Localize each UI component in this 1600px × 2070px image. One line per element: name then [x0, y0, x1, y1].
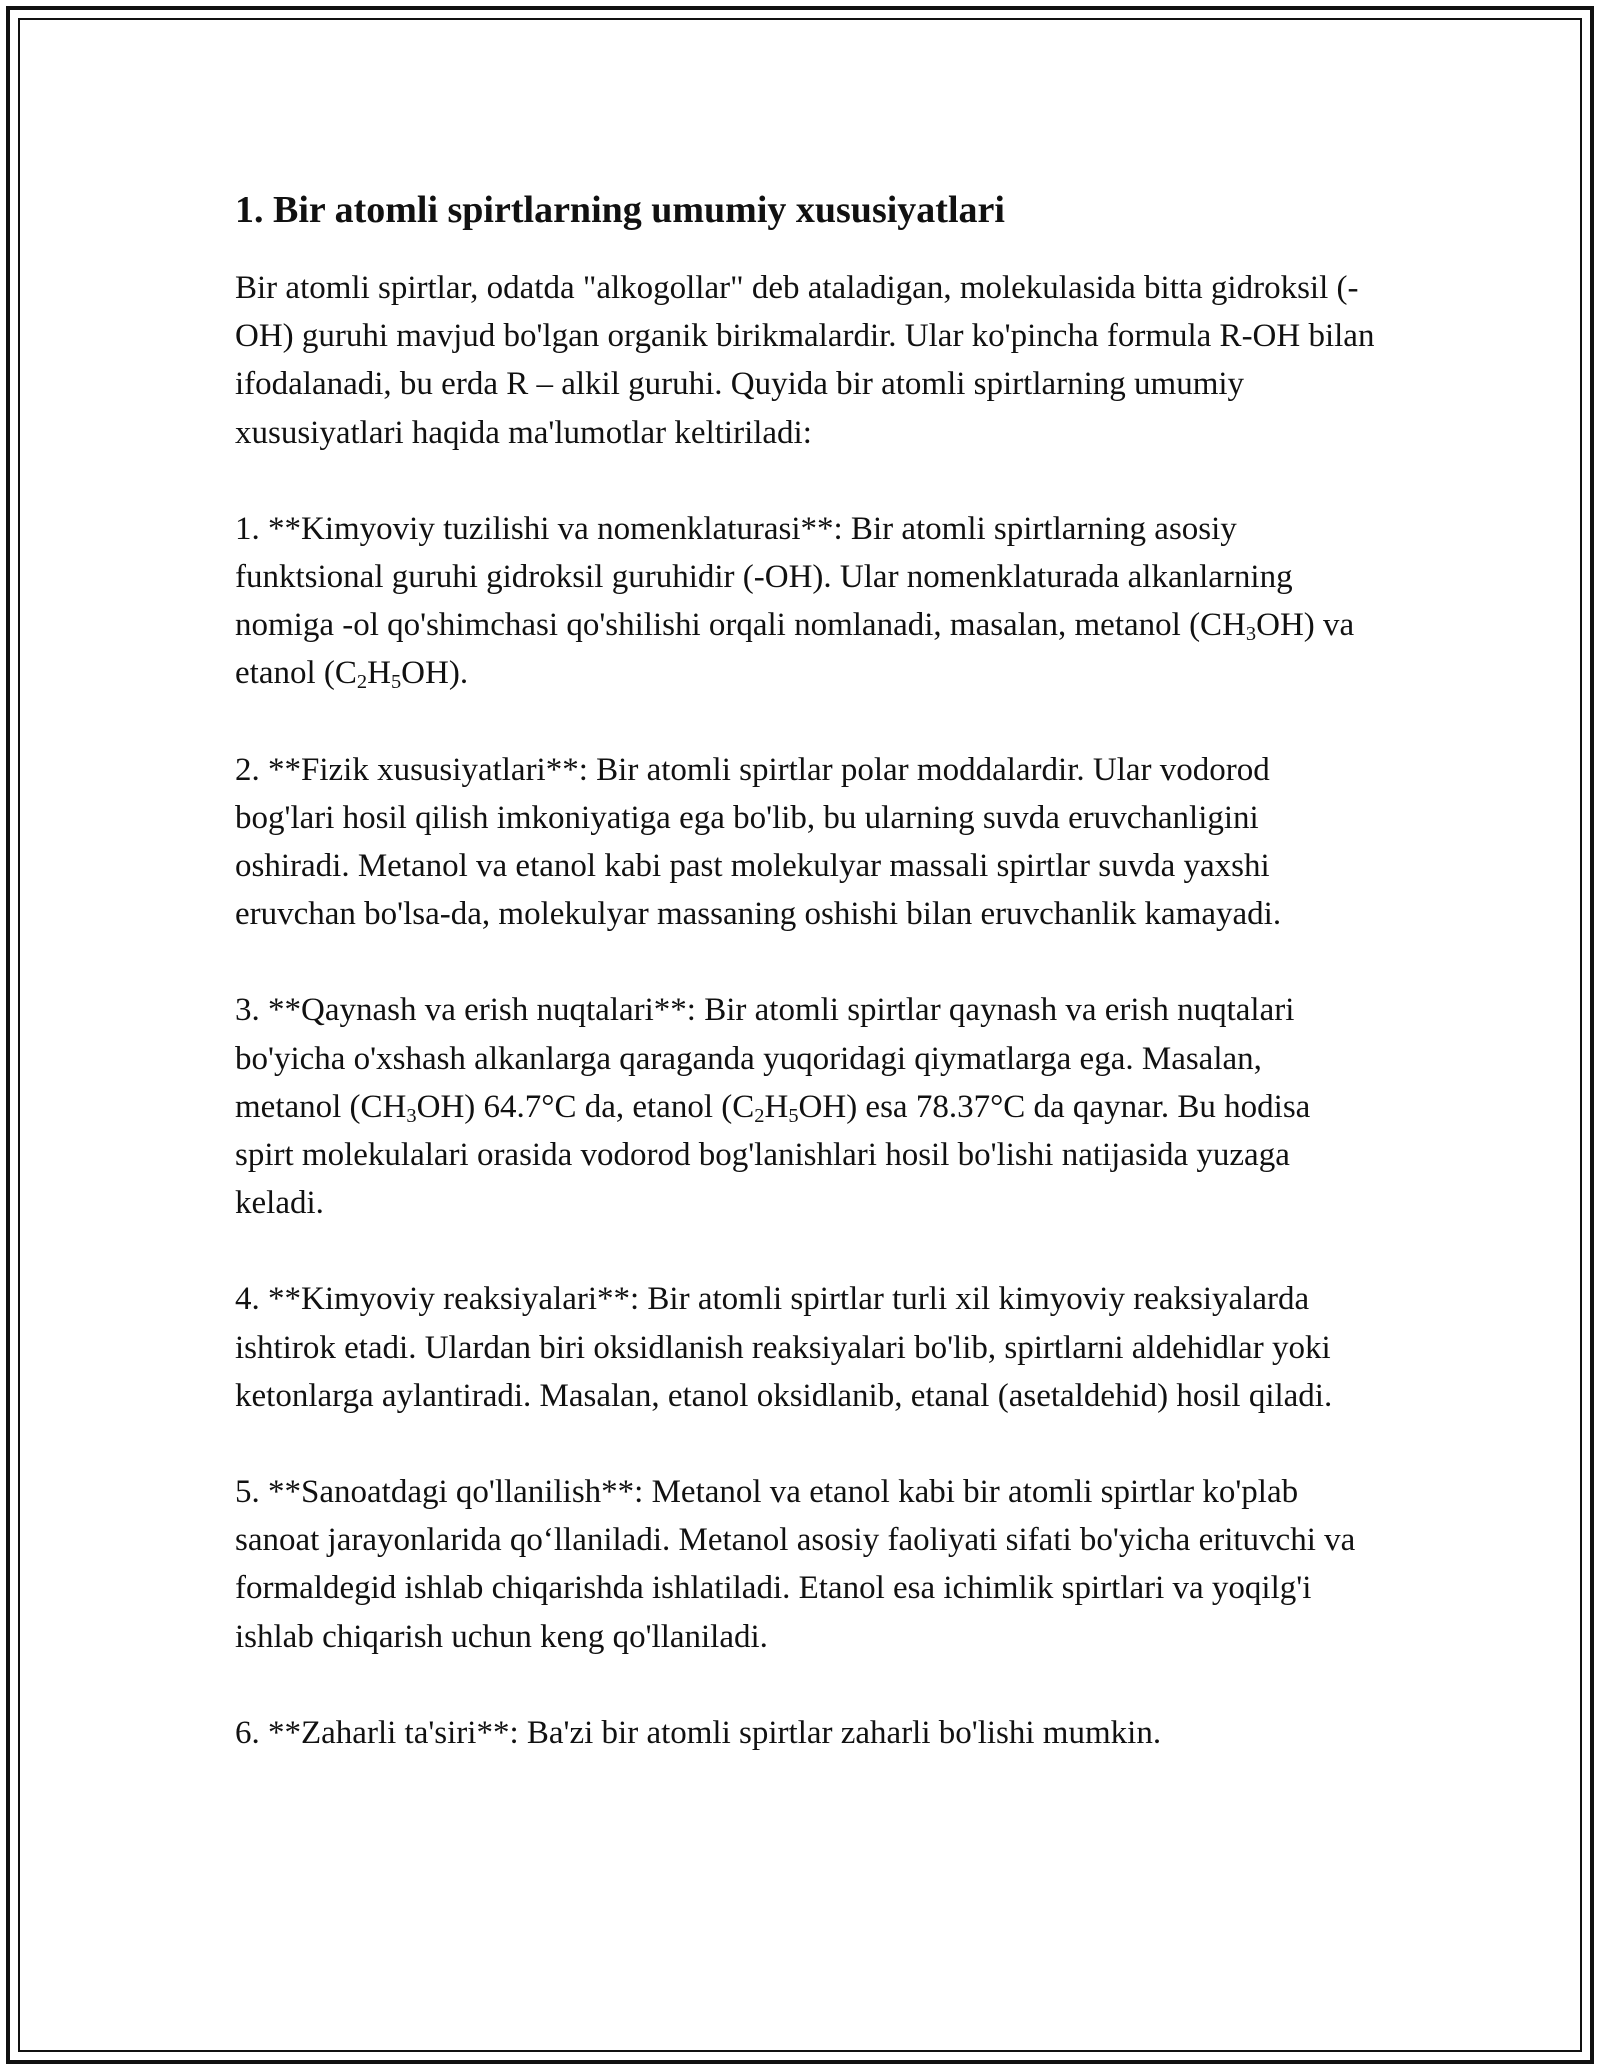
- document-body: [235, 186, 1375, 1757]
- p3-sub-c: 5: [788, 1104, 799, 1127]
- paragraph-toxicity: 6. **Zaharli ta'siri**: Ba'zi bir atomli spirtlar zaharli bo'lishi mumkin.: [235, 1714, 1162, 1751]
- p1-text-d: OH).: [401, 655, 469, 692]
- p3-text-a: 3. **Qaynash va erish nuqtalari**: Bir atomli spirtlar qaynash va erish nuqtalari bo'yicha o'xshash alkanlarga qaraganda yuqoridagi qiymatlarga ega. Masalan, metanol (CH: [235, 992, 1295, 1125]
- paragraph-chemical-structure: [235, 505, 1375, 698]
- intro-paragraph: Bir atomli spirtlar, odatda "alkogollar" deb ataladigan, molekulasida bitta gidroksil (-OH) guruhi mavjud bo'lgan organik birikmalardir. Ular ko'pincha formula R-OH bilan ifodalanadi, bu erda R – alkil guruhi. Quyida bir atomli spirtlarning umumiy xususiyatlari haqida ma'lumotlar keltiriladi:: [235, 270, 1375, 451]
- p1-text-b: OH) va etanol (C: [235, 607, 1355, 692]
- paragraph-boiling-melting: [235, 986, 1375, 1227]
- paragraph-industrial-use: 5. **Sanoatdagi qo'llanilish**: Metanol va etanol kabi bir atomli spirtlar ko'plab sanoat jarayonlarida qo‘llaniladi. Metanol asosiy faoliyati sifati bo'yicha erituvchi va formaldegid ishlab chiqarishda ishlatiladi. Etanol esa ichimlik spirtlari va yoqilg'i ishlab chiqarish uchun keng qo'llaniladi.: [235, 1474, 1356, 1655]
- p1-sub-b: 2: [356, 671, 368, 694]
- p3-text-c: H: [764, 1088, 789, 1125]
- p1-sub-a: 3: [1245, 623, 1257, 646]
- paragraph-physical-properties: 2. **Fizik xususiyatlari**: Bir atomli spirtlar polar moddalardir. Ular vodorod bog'lari hosil qilish imkoniyatiga ega bo'lib, bu ularning suvda eruvchanligini oshiradi. Metanol va etanol kabi past molekulyar massali spirtlar suvda yaxshi eruvchan bo'lsa-da, molekulyar massaning oshishi bilan eruvchanlik kamayadi.: [235, 751, 1282, 933]
- p3-text-b: OH) 64.7°C da, etanol (C: [416, 1088, 755, 1125]
- paragraph-chemical-reactions: 4. **Kimyoviy reaksiyalari**: Bir atomli spirtlar turli xil kimyoviy reaksiyalarda ishtirok etadi. Ulardan biri oksidlanish reaksiyalari bo'lib, spirtlarni aldehidlar yoki ketonlarga aylantiradi. Masalan, etanol oksidlanib, etanal (asetaldehid) hosil qiladi.: [235, 1281, 1333, 1414]
- p1-sub-c: 5: [390, 671, 402, 694]
- section-heading: 1. Bir atomli spirtlarning umumiy xususiyatlari: [235, 189, 1005, 231]
- p3-sub-a: 3: [406, 1104, 417, 1127]
- p1-text-a: 1. **Kimyoviy tuzilishi va nomenklaturasi**: Bir atomli spirtlarning asosiy funktsional guruhi gidroksil guruhidir (-OH). Ular nomenklaturada alkanlarning nomiga -ol qo'shimchasi qo'shilishi orqali nomlanadi, masalan, metanol (CH: [235, 510, 1293, 644]
- p3-text-d: OH) esa 78.37°C da qaynar. Bu hodisa spirt molekulalari orasida vodorod bog'lanishlari hosil bo'lishi natijasida yuzaga keladi.: [235, 1088, 1311, 1222]
- p1-text-c: H: [367, 655, 391, 692]
- p3-sub-b: 2: [754, 1104, 765, 1127]
